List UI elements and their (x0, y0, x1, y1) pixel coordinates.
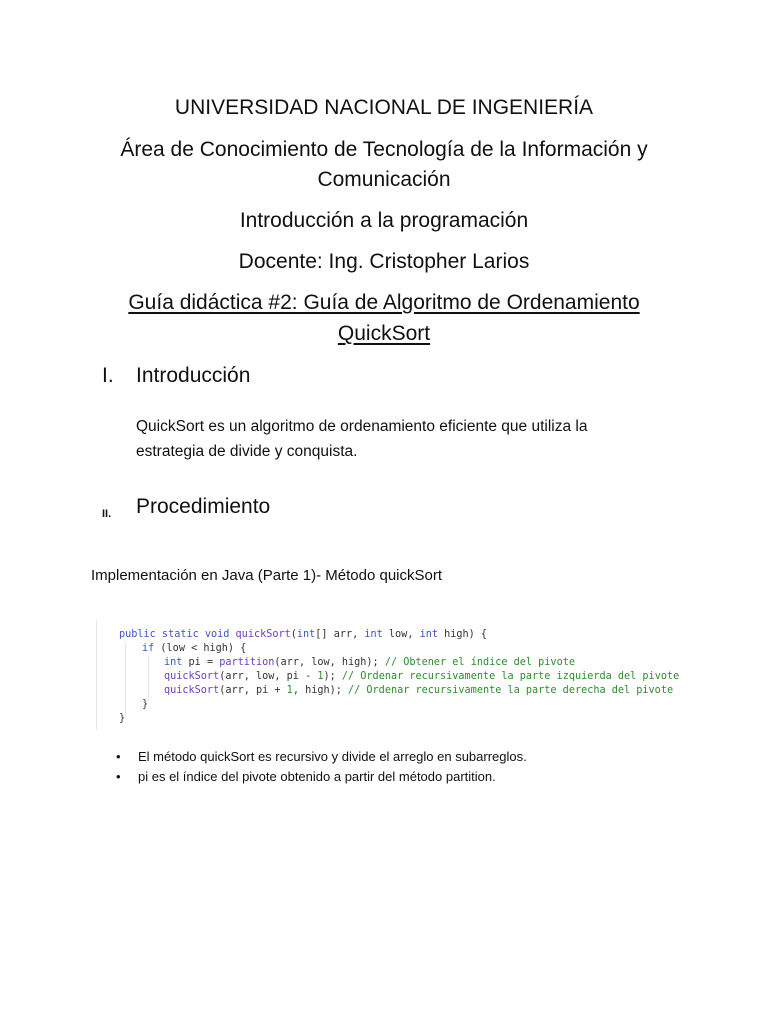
code-text: (arr, pi + (219, 685, 287, 696)
code-function: quickSort (164, 671, 220, 682)
teacher-name: Docente: Ing. Cristopher Larios (238, 250, 530, 273)
code-keyword: int (364, 629, 383, 640)
code-comment: // Ordenar recursivamente la parte derecha del pivote (348, 685, 674, 696)
list-item (116, 747, 527, 767)
university-title: UNIVERSIDAD NACIONAL DE INGENIERÍA (174, 96, 594, 119)
guide-title-line1 (0, 289, 768, 317)
code-line-7: } (119, 713, 126, 724)
code-text: low, (382, 629, 420, 640)
code-block (96, 620, 680, 730)
intro-paragraph (136, 414, 656, 464)
code-keyword: public static void (119, 629, 236, 640)
code-line-6: } (142, 699, 149, 710)
code-keyword: int (296, 629, 316, 640)
indent-guide (148, 656, 149, 702)
code-text: ( (290, 629, 297, 640)
bullet-icon: • (116, 769, 121, 784)
area-title-line2: Comunicación (317, 168, 451, 191)
code-line-1 (119, 628, 487, 642)
code-number: 1 (317, 671, 324, 682)
code-text: pi = (182, 657, 220, 668)
code-function: partition (219, 657, 275, 668)
code-keyword: int (419, 629, 438, 640)
area-title-line1: Área de Conocimiento de Tecnología de la Información y (120, 138, 648, 161)
guide-title-line1-text: Guía didáctica #2: Guía de Algoritmo de Ordenamiento (128, 291, 640, 314)
intro-paragraph-line2: estrategia de divide y conquista. (136, 443, 358, 460)
code-text: (arr, low, high); (274, 657, 385, 668)
bullet-icon: • (116, 749, 121, 764)
code-line-4 (164, 670, 679, 684)
section2-numeral: II. (102, 508, 112, 520)
code-line-3 (164, 656, 575, 670)
list-item (116, 767, 527, 787)
code-text: high) { (438, 629, 488, 640)
code-comment: // Ordenar recursivamente la parte izquierda del pivote (341, 671, 680, 682)
code-comment: // Obtener el índice del pivote (384, 657, 575, 668)
code-keyword: if (142, 643, 155, 654)
code-function: quickSort (235, 629, 291, 640)
code-keyword: int (164, 657, 183, 668)
guide-title-line2 (0, 320, 768, 348)
section1-title: Introducción (136, 364, 251, 387)
course-title: Introducción a la programación (239, 209, 529, 232)
code-line-2 (142, 642, 246, 656)
code-text: (arr, low, pi - (219, 671, 318, 682)
code-text: (low < high) { (154, 643, 247, 654)
guide-title-line2-text: QuickSort (337, 322, 431, 345)
code-text: ); (323, 671, 342, 682)
code-number: 1 (286, 685, 293, 696)
intro-paragraph-line1: QuickSort es un algoritmo de ordenamiento eficiente que utiliza la (136, 418, 588, 435)
bullet-list (116, 747, 527, 787)
code-text: , high); (292, 685, 349, 696)
indent-guide (125, 642, 126, 716)
section1-numeral: I. (102, 364, 114, 387)
code-text: [] arr, (315, 629, 365, 640)
bullet-text: pi es el índice del pivote obtenido a partir del método partition. (138, 769, 496, 784)
section2-title: Procedimiento (136, 495, 271, 518)
code-line-5 (164, 684, 673, 698)
implementation-subtitle: Implementación en Java (Parte 1)- Método quickSort (91, 567, 442, 584)
code-function: quickSort (164, 685, 220, 696)
bullet-text: El método quickSort es recursivo y divide el arreglo en subarreglos. (138, 749, 527, 764)
